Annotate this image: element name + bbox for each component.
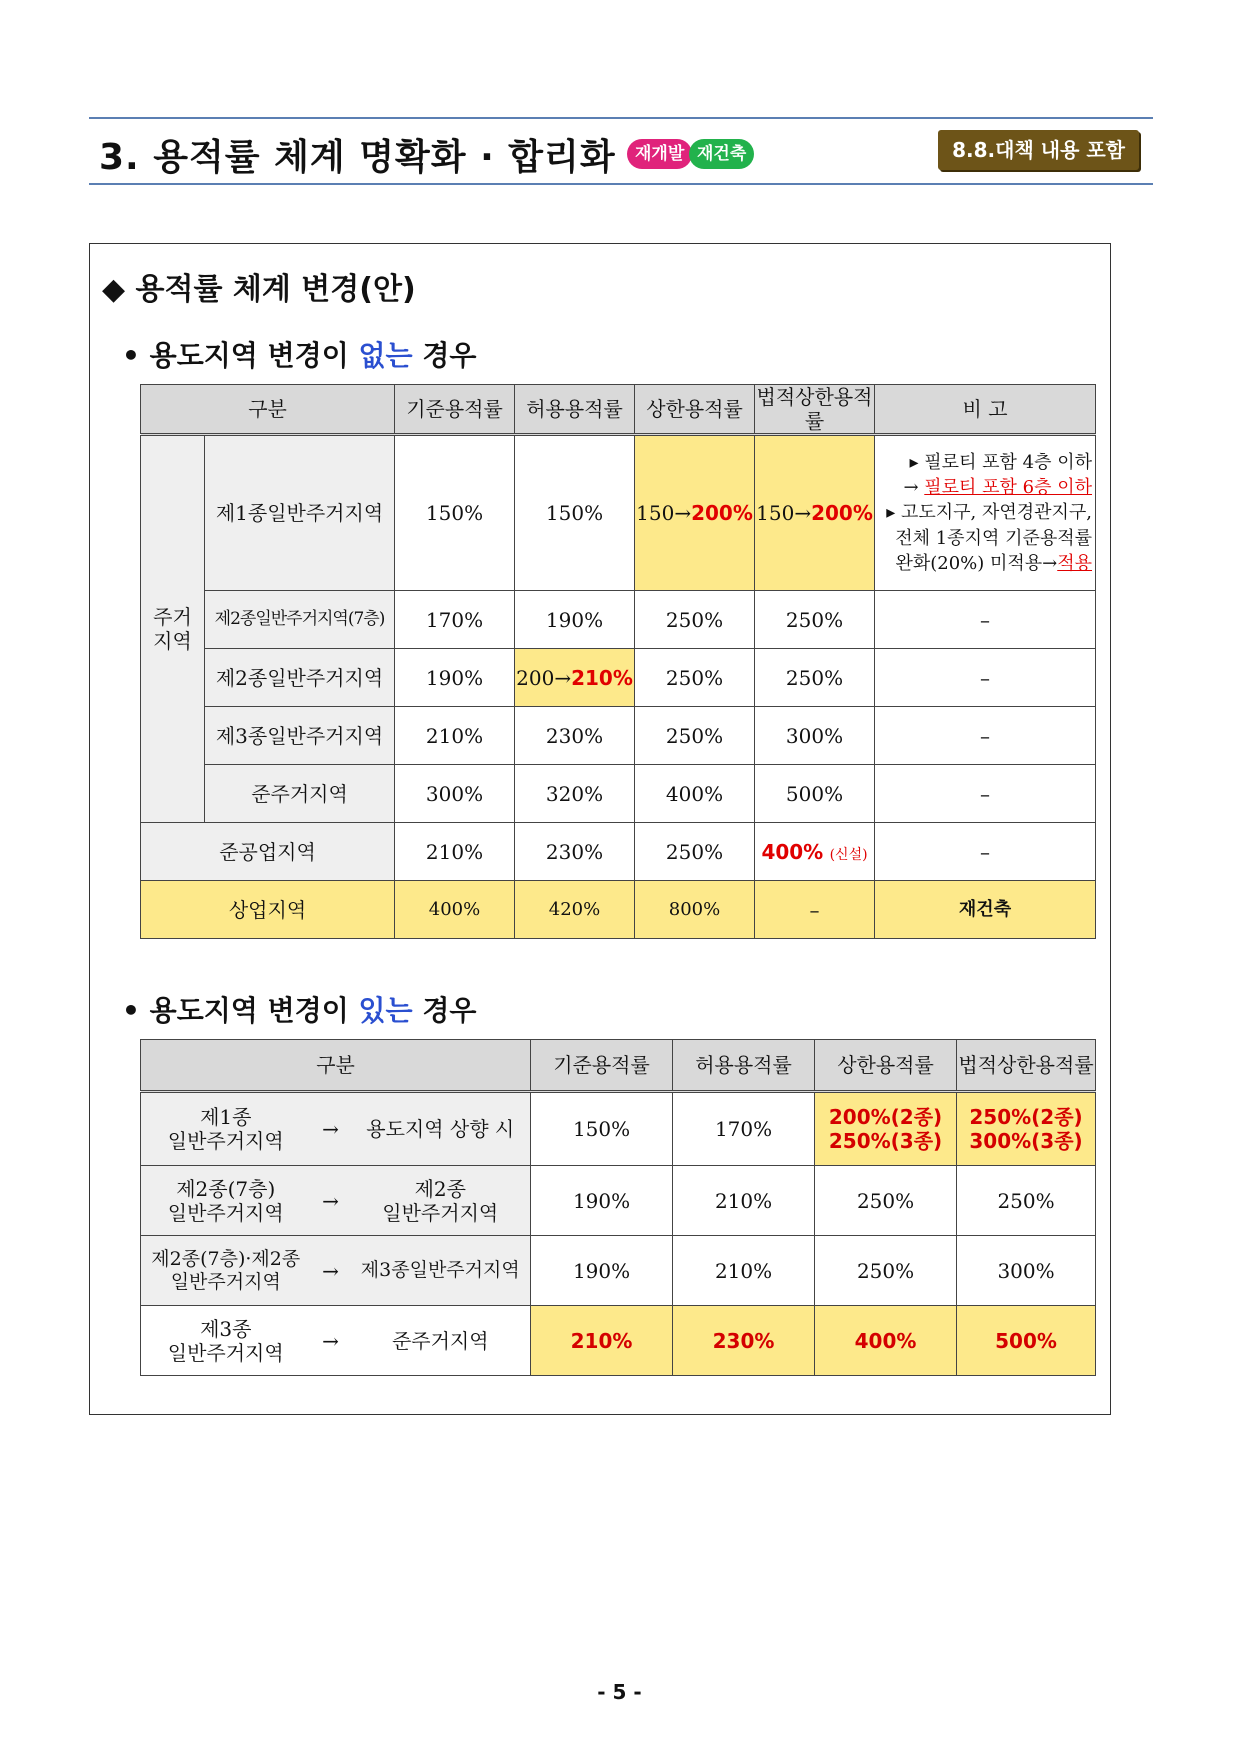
base-value: 300% bbox=[395, 765, 515, 823]
section-heading: 3. 용적률 체계 명확화 · 합리화 bbox=[99, 137, 616, 178]
zone-name: 상업지역 bbox=[141, 881, 395, 939]
value-line: 300%(3종) bbox=[969, 1129, 1083, 1153]
legal-upper-value: 250% bbox=[755, 591, 875, 649]
table-row bbox=[141, 707, 1096, 765]
case-prefix: 용도지역 변경이 bbox=[149, 994, 359, 1027]
remark-line bbox=[878, 551, 1092, 576]
new-value: 210% bbox=[571, 665, 633, 690]
header-upper: 상한용적률 bbox=[815, 1040, 957, 1092]
remarks-cell: – bbox=[875, 823, 1096, 881]
arrow: → bbox=[311, 1166, 351, 1236]
header-upper: 상한용적률 bbox=[635, 385, 755, 435]
table-row bbox=[141, 435, 1096, 591]
arrow: → bbox=[311, 1236, 351, 1306]
table-row bbox=[141, 1236, 1096, 1306]
legal-upper-value: – bbox=[755, 881, 875, 939]
upper-value: 250% bbox=[635, 649, 755, 707]
case-highlight: 있는 bbox=[358, 994, 413, 1027]
new-value: 200% bbox=[811, 501, 873, 525]
legal-upper-value: 250% bbox=[957, 1166, 1096, 1236]
remark-text: 완화(20%) 미적용→ bbox=[895, 552, 1058, 574]
allowed-value: 210% bbox=[673, 1166, 815, 1236]
zone-line: 일반주거지역 bbox=[167, 1200, 284, 1225]
allowed-value bbox=[515, 649, 635, 707]
far-table-no-zone-change bbox=[140, 384, 1096, 939]
base-value: 190% bbox=[531, 1166, 673, 1236]
base-value: 170% bbox=[395, 591, 515, 649]
allowed-value: 150% bbox=[515, 435, 635, 591]
zone-line: 일반주거지역 bbox=[167, 1129, 284, 1153]
zone-line: 제2종(7층) bbox=[176, 1176, 276, 1201]
legal-upper-value bbox=[755, 435, 875, 591]
zone-line: 일반주거지역 bbox=[167, 1340, 284, 1365]
zone-name: 제2종일반주거지역(7층) bbox=[205, 591, 395, 649]
legal-upper-value bbox=[957, 1092, 1096, 1166]
zone-name: 준주거지역 bbox=[205, 765, 395, 823]
case-suffix: 경우 bbox=[412, 994, 477, 1027]
page-header bbox=[89, 117, 1153, 185]
allowed-value: 420% bbox=[515, 881, 635, 939]
base-value: 190% bbox=[395, 649, 515, 707]
table-row bbox=[141, 765, 1096, 823]
redevelopment-badge: 재개발 bbox=[627, 139, 692, 169]
base-value: 150% bbox=[531, 1092, 673, 1166]
table-row bbox=[141, 1306, 1096, 1376]
allowed-value: 190% bbox=[515, 591, 635, 649]
from-zone bbox=[141, 1166, 311, 1236]
base-value: 400% bbox=[395, 881, 515, 939]
from-zone bbox=[141, 1236, 311, 1306]
residential-group-label: 주거 지역 bbox=[141, 435, 205, 823]
bullet: • bbox=[122, 994, 140, 1027]
header-category: 구분 bbox=[141, 1040, 531, 1092]
legal-upper-value: 500% bbox=[957, 1306, 1096, 1376]
arrow: → bbox=[903, 477, 925, 499]
allowed-value: 230% bbox=[515, 823, 635, 881]
base-value: 210% bbox=[395, 707, 515, 765]
zone-name: 제2종일반주거지역 bbox=[205, 649, 395, 707]
remark-line bbox=[878, 475, 1092, 500]
from-zone bbox=[141, 1306, 311, 1376]
page-number: - 5 - bbox=[597, 1680, 642, 1704]
base-value: 210% bbox=[395, 823, 515, 881]
zone-line: 제1종 bbox=[200, 1105, 252, 1129]
remarks-cell: – bbox=[875, 649, 1096, 707]
upper-value: 250% bbox=[635, 591, 755, 649]
old-value: 200→ bbox=[516, 665, 572, 690]
header-category: 구분 bbox=[141, 385, 395, 435]
from-zone bbox=[141, 1092, 311, 1166]
remark-line: 전체 1종지역 기준용적률 bbox=[895, 527, 1093, 549]
case-suffix: 경우 bbox=[412, 339, 477, 372]
zone-name: 제3종일반주거지역 bbox=[205, 707, 395, 765]
far-table-with-zone-change bbox=[140, 1039, 1096, 1376]
upper-value: 250% bbox=[635, 823, 755, 881]
table-row bbox=[141, 881, 1096, 939]
header-legal-upper: 법적상한용적률 bbox=[957, 1040, 1096, 1092]
allowed-value: 170% bbox=[673, 1092, 815, 1166]
zone-name: 제1종일반주거지역 bbox=[205, 435, 395, 591]
legal-upper-value: 500% bbox=[755, 765, 875, 823]
case-heading-no-change bbox=[122, 334, 476, 374]
remarks-cell: – bbox=[875, 707, 1096, 765]
upper-value: 250% bbox=[815, 1166, 957, 1236]
remarks-cell bbox=[875, 435, 1096, 591]
to-zone: 제3종일반주거지역 bbox=[351, 1236, 531, 1306]
remark-line: ▸ 고도지구, 자연경관지구, bbox=[886, 502, 1093, 524]
zone-name: 준공업지역 bbox=[141, 823, 395, 881]
value-line: 250%(3종) bbox=[828, 1129, 943, 1153]
table-row bbox=[141, 649, 1096, 707]
remarks-cell: – bbox=[875, 765, 1096, 823]
allowed-value: 230% bbox=[515, 707, 635, 765]
zone-line: 제2종(7층)·제2종 bbox=[151, 1247, 301, 1270]
table-row bbox=[141, 591, 1096, 649]
remarks-cell: – bbox=[875, 591, 1096, 649]
new-value: 200% bbox=[691, 501, 753, 525]
header-allowed: 허용용적률 bbox=[673, 1040, 815, 1092]
legal-upper-value bbox=[755, 823, 875, 881]
old-value: 150→ bbox=[636, 501, 692, 525]
subsection-title: ◆ 용적률 체계 변경(안) bbox=[102, 272, 416, 307]
remark-change: 적용 bbox=[1057, 552, 1093, 574]
base-value: 190% bbox=[531, 1236, 673, 1306]
table-row bbox=[141, 823, 1096, 881]
to-zone bbox=[351, 1166, 531, 1236]
legal-upper-value: 300% bbox=[957, 1236, 1096, 1306]
case-prefix: 용도지역 변경이 bbox=[149, 339, 359, 372]
policy-note-badge: 8.8.대책 내용 포함 bbox=[938, 130, 1139, 170]
upper-value: 400% bbox=[815, 1306, 957, 1376]
header-base: 기준용적률 bbox=[531, 1040, 673, 1092]
content-box bbox=[89, 243, 1111, 1415]
to-zone: 준주거지역 bbox=[351, 1306, 531, 1376]
zone-line: 일반주거지역 bbox=[382, 1200, 499, 1225]
upper-value: 400% bbox=[635, 765, 755, 823]
base-value: 150% bbox=[395, 435, 515, 591]
new-tag: (신설) bbox=[829, 846, 868, 863]
remark-change: 필로티 포함 6층 이하 bbox=[924, 477, 1093, 499]
table-row bbox=[141, 1092, 1096, 1166]
allowed-value: 320% bbox=[515, 765, 635, 823]
legal-upper-value: 300% bbox=[755, 707, 875, 765]
zone-line: 제3종 bbox=[200, 1316, 252, 1341]
bullet: • bbox=[122, 339, 140, 372]
old-value: 150→ bbox=[756, 501, 812, 525]
arrow: → bbox=[311, 1306, 351, 1376]
case-highlight: 없는 bbox=[358, 339, 413, 372]
upper-value: 250% bbox=[815, 1236, 957, 1306]
header-allowed: 허용용적률 bbox=[515, 385, 635, 435]
new-value: 400% bbox=[761, 839, 824, 864]
allowed-value: 230% bbox=[673, 1306, 815, 1376]
reconstruction-badge: 재건축 bbox=[689, 139, 754, 169]
zone-line: 일반주거지역 bbox=[170, 1270, 281, 1293]
to-zone: 용도지역 상향 시 bbox=[351, 1092, 531, 1166]
header-legal-upper: 법적상한용적률 bbox=[755, 385, 875, 435]
header-remarks: 비 고 bbox=[875, 385, 1096, 435]
table-row bbox=[141, 1166, 1096, 1236]
zone-line: 제2종 bbox=[414, 1176, 466, 1201]
upper-value bbox=[635, 435, 755, 591]
header-base: 기준용적률 bbox=[395, 385, 515, 435]
value-line: 200%(2종) bbox=[828, 1105, 943, 1129]
allowed-value: 210% bbox=[673, 1236, 815, 1306]
remark-line: ▸ 필로티 포함 4층 이하 bbox=[909, 452, 1093, 474]
upper-value bbox=[815, 1092, 957, 1166]
base-value: 210% bbox=[531, 1306, 673, 1376]
value-line: 250%(2종) bbox=[969, 1105, 1083, 1129]
arrow: → bbox=[311, 1092, 351, 1166]
upper-value: 800% bbox=[635, 881, 755, 939]
remarks-cell: 재건축 bbox=[875, 881, 1096, 939]
legal-upper-value: 250% bbox=[755, 649, 875, 707]
upper-value: 250% bbox=[635, 707, 755, 765]
case-heading-with-change bbox=[122, 989, 476, 1029]
